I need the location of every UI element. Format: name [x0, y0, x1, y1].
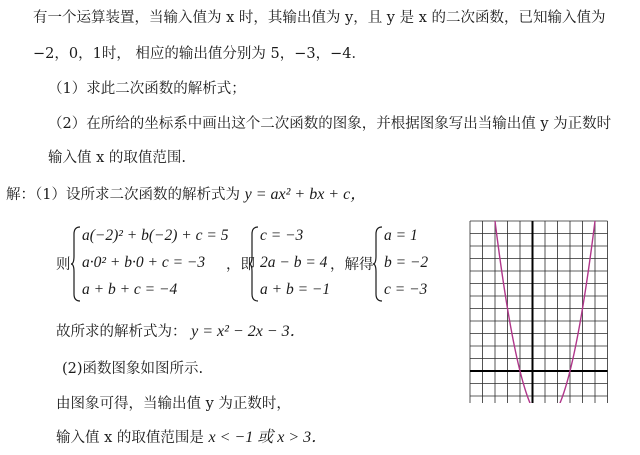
system-3-equation-3: c = −3	[384, 281, 428, 298]
solution-intro	[6, 185, 366, 205]
part-2-answer: (2)函数图象如图所示.	[62, 361, 204, 377]
then-label: 则	[56, 257, 71, 273]
problem-part-2-line-2: 输入值 x 的取值范围.	[48, 150, 187, 166]
result-line	[56, 322, 306, 342]
system-1-equation-2: a·0² + b·0 + c = −3	[82, 254, 206, 271]
observation-formula: x < −1 或 x > 3．	[208, 429, 328, 446]
system-3-equation-1: a = 1	[384, 227, 418, 244]
problem-part-1: （1）求此二次函数的解析式；	[48, 81, 246, 97]
result-label: 故所求的解析式为：	[56, 324, 187, 340]
ji-label: ，即	[226, 257, 255, 273]
brace-icon	[248, 226, 260, 302]
system-1-equation-3: a + b + c = −4	[82, 281, 178, 298]
system-2-equation-2: 2a − b = 4	[260, 254, 328, 271]
coordinate-axes	[470, 221, 608, 403]
solution-intro-label: 解：（1）设所求二次函数的解析式为	[6, 187, 240, 203]
problem-part-2-line-1: （2）在所给的坐标系中画出这个二次函数的图象，并根据图象写出当输出值 y 为正数时	[48, 116, 612, 132]
observation-line-1: 由图象可得，当输出值 y 为正数时，	[56, 396, 291, 412]
parabola-graph	[466, 219, 626, 403]
system-2-equation-3: a + b = −1	[260, 281, 331, 298]
system-2-equation-1: c = −3	[260, 227, 304, 244]
problem-line-2: −2，0，1时， 相应的输出值分别为 5，−3，−4．	[33, 46, 367, 62]
observation-label: 输入值 x 的取值范围是	[56, 430, 204, 446]
brace-icon	[372, 226, 384, 302]
jiede-label: ，解得	[330, 257, 374, 273]
general-form-formula: y = ax² + bx + c，	[244, 186, 367, 203]
problem-line-1: 有一个运算装置，当输入值为 x 时，其输出值为 y，且 y 是 x 的二次函数，已知输入值为	[33, 10, 606, 26]
system-3-equation-2: b = −2	[384, 254, 429, 271]
observation-line-2	[56, 428, 327, 448]
system-1-equation-1: a(−2)² + b(−2) + c = 5	[82, 227, 229, 244]
result-formula: y = x² − 2x − 3．	[191, 323, 306, 340]
grid	[470, 221, 608, 403]
brace-icon	[70, 226, 82, 302]
